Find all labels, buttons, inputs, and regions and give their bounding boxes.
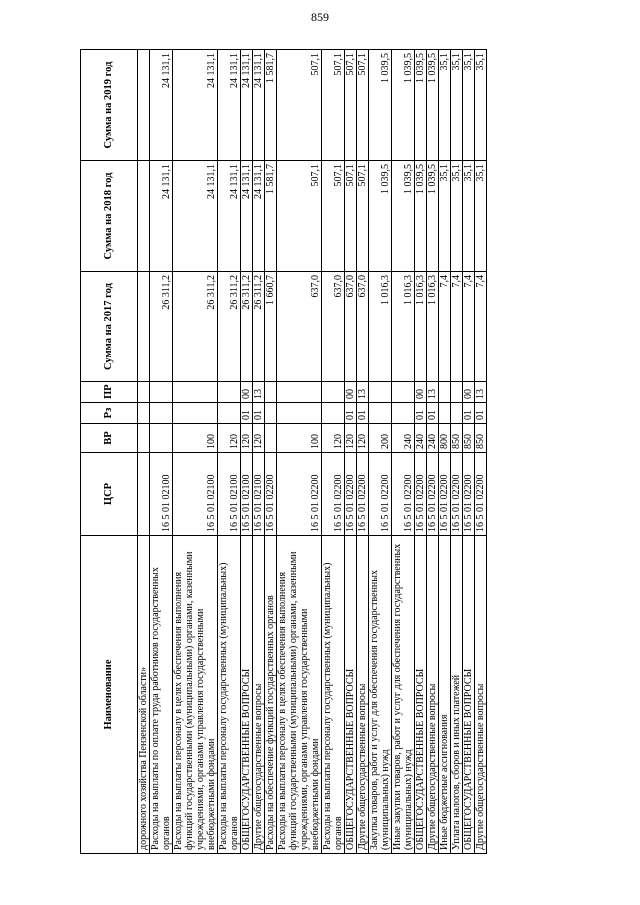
row-sum-2019: 507,1 bbox=[357, 50, 369, 161]
table-row bbox=[451, 50, 463, 854]
row-rz: 01 bbox=[415, 403, 427, 424]
row-sum-2018: 507,1 bbox=[277, 161, 322, 272]
row-csr: 16 5 01 02100 bbox=[173, 453, 218, 536]
row-rz bbox=[218, 403, 241, 424]
row-rz: 01 bbox=[463, 403, 475, 424]
row-vr: 240 bbox=[415, 424, 427, 453]
row-sum-2017: 26 311,2 bbox=[241, 272, 253, 382]
row-sum-2017: 26 311,2 bbox=[218, 272, 241, 382]
row-pr bbox=[277, 382, 322, 403]
row-csr: 16 5 01 02200 bbox=[265, 453, 277, 536]
row-sum-2017: 7,4 bbox=[463, 272, 475, 382]
row-sum-2017: 637,0 bbox=[277, 272, 322, 382]
table-row bbox=[392, 50, 415, 854]
row-sum-2019: 507,1 bbox=[277, 50, 322, 161]
row-sum-2017: 1 016,3 bbox=[369, 272, 392, 382]
row-csr: 16 5 01 02200 bbox=[369, 453, 392, 536]
row-rz bbox=[322, 403, 345, 424]
row-rz bbox=[265, 403, 277, 424]
row-sum-2017: 7,4 bbox=[475, 272, 487, 382]
row-vr: 850 bbox=[451, 424, 463, 453]
header-pr: ПР bbox=[81, 382, 138, 403]
row-pr bbox=[369, 382, 392, 403]
table-row bbox=[475, 50, 487, 854]
row-rz bbox=[277, 403, 322, 424]
row-sum-2019: 35,1 bbox=[475, 50, 487, 161]
row-pr bbox=[265, 382, 277, 403]
budget-table-container bbox=[80, 50, 564, 854]
row-name: ОБЩЕГОСУДАРСТВЕННЫЕ ВОПРОСЫ bbox=[345, 536, 357, 854]
row-sum-2019: 35,1 bbox=[451, 50, 463, 161]
row-sum-2017 bbox=[138, 272, 150, 382]
row-name: Расходы на выплаты по оплате труда работников государственных органов bbox=[150, 536, 173, 854]
row-pr: 00 bbox=[241, 382, 253, 403]
row-vr: 120 bbox=[322, 424, 345, 453]
table-row bbox=[427, 50, 439, 854]
row-vr: 120 bbox=[241, 424, 253, 453]
table-row bbox=[322, 50, 345, 854]
row-sum-2019: 35,1 bbox=[463, 50, 475, 161]
row-sum-2018: 35,1 bbox=[451, 161, 463, 272]
row-sum-2018: 24 131,1 bbox=[241, 161, 253, 272]
row-sum-2019: 1 039,5 bbox=[415, 50, 427, 161]
row-vr bbox=[138, 424, 150, 453]
row-vr bbox=[150, 424, 173, 453]
row-csr: 16 5 01 02200 bbox=[322, 453, 345, 536]
row-rz bbox=[451, 403, 463, 424]
row-sum-2019: 1 039,5 bbox=[427, 50, 439, 161]
header-name: Наименование bbox=[81, 536, 138, 854]
row-rz bbox=[138, 403, 150, 424]
row-rz: 01 bbox=[253, 403, 265, 424]
row-name: дорожного хозяйства Пензенской области» bbox=[138, 536, 150, 854]
row-sum-2019: 1 039,5 bbox=[369, 50, 392, 161]
row-name: Иные бюджетные ассигнования bbox=[439, 536, 451, 854]
row-name: ОБЩЕГОСУДАРСТВЕННЫЕ ВОПРОСЫ bbox=[463, 536, 475, 854]
table-row bbox=[357, 50, 369, 854]
table-row bbox=[138, 50, 150, 854]
row-vr bbox=[265, 424, 277, 453]
row-vr: 120 bbox=[345, 424, 357, 453]
row-vr: 100 bbox=[173, 424, 218, 453]
row-sum-2017: 7,4 bbox=[439, 272, 451, 382]
row-sum-2018: 35,1 bbox=[439, 161, 451, 272]
row-csr: 16 5 01 02200 bbox=[345, 453, 357, 536]
row-rz: 01 bbox=[345, 403, 357, 424]
row-rz bbox=[369, 403, 392, 424]
row-sum-2018: 35,1 bbox=[475, 161, 487, 272]
row-sum-2018: 1 581,7 bbox=[265, 161, 277, 272]
row-pr: 13 bbox=[357, 382, 369, 403]
row-pr: 00 bbox=[345, 382, 357, 403]
row-vr: 850 bbox=[463, 424, 475, 453]
row-vr: 200 bbox=[369, 424, 392, 453]
row-rz: 01 bbox=[475, 403, 487, 424]
header-2019: Сумма на 2019 год bbox=[81, 50, 138, 161]
row-csr: 16 5 01 02100 bbox=[241, 453, 253, 536]
row-sum-2017: 1 016,3 bbox=[392, 272, 415, 382]
header-vr: ВР bbox=[81, 424, 138, 453]
row-csr: 16 5 01 02200 bbox=[439, 453, 451, 536]
table-row bbox=[369, 50, 392, 854]
row-pr: 13 bbox=[253, 382, 265, 403]
row-sum-2018: 1 039,5 bbox=[427, 161, 439, 272]
row-sum-2018: 35,1 bbox=[463, 161, 475, 272]
row-name: Расходы на выплаты персоналу государственных (муниципальных) органов bbox=[218, 536, 241, 854]
row-sum-2019: 24 131,1 bbox=[253, 50, 265, 161]
row-name: ОБЩЕГОСУДАРСТВЕННЫЕ ВОПРОСЫ bbox=[415, 536, 427, 854]
row-name: Расходы на выплаты персоналу в целях обеспечения выполнения функций государственными (муниципальными) органами, казенными учреждениями, органами управления государственными внебюджетными фондами bbox=[173, 536, 218, 854]
row-pr: 13 bbox=[475, 382, 487, 403]
row-csr: 16 5 01 02200 bbox=[463, 453, 475, 536]
row-sum-2019: 24 131,1 bbox=[218, 50, 241, 161]
row-csr: 16 5 01 02100 bbox=[218, 453, 241, 536]
row-pr bbox=[218, 382, 241, 403]
table-row bbox=[173, 50, 218, 854]
row-sum-2019: 1 039,5 bbox=[392, 50, 415, 161]
row-name: Расходы на выплаты персоналу государственных (муниципальных) органов bbox=[322, 536, 345, 854]
table-header-row bbox=[81, 50, 138, 854]
row-name: Расходы на выплаты персоналу в целях обеспечения выполнения функций государственными (муниципальными) органами, казенными учреждениями, органами управления государственными внебюджетными фондами bbox=[277, 536, 322, 854]
row-sum-2018: 507,1 bbox=[345, 161, 357, 272]
row-vr: 120 bbox=[357, 424, 369, 453]
row-rz bbox=[173, 403, 218, 424]
row-sum-2017: 637,0 bbox=[357, 272, 369, 382]
row-sum-2017: 26 311,2 bbox=[253, 272, 265, 382]
row-sum-2018: 24 131,1 bbox=[253, 161, 265, 272]
row-sum-2017: 637,0 bbox=[345, 272, 357, 382]
row-name: ОБЩЕГОСУДАРСТВЕННЫЕ ВОПРОСЫ bbox=[241, 536, 253, 854]
row-name: Иные закупки товаров, работ и услуг для обеспечения государственных (муниципальных) нужд bbox=[392, 536, 415, 854]
row-sum-2018: 507,1 bbox=[322, 161, 345, 272]
row-vr: 800 bbox=[439, 424, 451, 453]
table-row bbox=[253, 50, 265, 854]
row-rz bbox=[392, 403, 415, 424]
row-name: Расходы на обеспечение функций государственных органов bbox=[265, 536, 277, 854]
row-sum-2017: 26 311,2 bbox=[150, 272, 173, 382]
row-sum-2017: 1 016,3 bbox=[427, 272, 439, 382]
row-csr: 16 5 01 02200 bbox=[415, 453, 427, 536]
row-pr: 00 bbox=[463, 382, 475, 403]
row-sum-2018: 24 131,1 bbox=[173, 161, 218, 272]
row-sum-2019: 507,1 bbox=[345, 50, 357, 161]
header-2017: Сумма на 2017 год bbox=[81, 272, 138, 382]
row-csr: 16 5 01 02200 bbox=[357, 453, 369, 536]
row-sum-2017: 637,0 bbox=[322, 272, 345, 382]
row-pr bbox=[173, 382, 218, 403]
row-name: Другие общегосударственные вопросы bbox=[475, 536, 487, 854]
row-sum-2018 bbox=[138, 161, 150, 272]
row-sum-2018: 1 039,5 bbox=[415, 161, 427, 272]
row-csr: 16 5 01 02200 bbox=[427, 453, 439, 536]
row-vr: 240 bbox=[427, 424, 439, 453]
table-row bbox=[463, 50, 475, 854]
table-row bbox=[345, 50, 357, 854]
table-row bbox=[439, 50, 451, 854]
table-body bbox=[138, 50, 487, 854]
row-vr: 120 bbox=[218, 424, 241, 453]
row-sum-2019 bbox=[138, 50, 150, 161]
row-name: Другие общегосударственные вопросы bbox=[427, 536, 439, 854]
row-pr bbox=[439, 382, 451, 403]
row-rz: 01 bbox=[357, 403, 369, 424]
row-pr bbox=[150, 382, 173, 403]
table-row bbox=[218, 50, 241, 854]
row-sum-2017: 1 660,7 bbox=[265, 272, 277, 382]
row-sum-2019: 24 131,1 bbox=[241, 50, 253, 161]
row-pr bbox=[322, 382, 345, 403]
row-sum-2019: 35,1 bbox=[439, 50, 451, 161]
row-csr: 16 5 01 02100 bbox=[150, 453, 173, 536]
table-row bbox=[277, 50, 322, 854]
row-sum-2018: 24 131,1 bbox=[150, 161, 173, 272]
row-vr: 850 bbox=[475, 424, 487, 453]
row-vr: 120 bbox=[253, 424, 265, 453]
row-sum-2019: 24 131,1 bbox=[173, 50, 218, 161]
row-vr: 100 bbox=[277, 424, 322, 453]
row-csr: 16 5 01 02200 bbox=[475, 453, 487, 536]
row-sum-2017: 26 311,2 bbox=[173, 272, 218, 382]
row-sum-2018: 507,1 bbox=[357, 161, 369, 272]
table-row bbox=[150, 50, 173, 854]
budget-table bbox=[80, 49, 487, 854]
row-vr: 240 bbox=[392, 424, 415, 453]
row-pr bbox=[392, 382, 415, 403]
row-name: Другие общегосударственные вопросы bbox=[357, 536, 369, 854]
header-csr: ЦСР bbox=[81, 453, 138, 536]
row-pr bbox=[138, 382, 150, 403]
table-row bbox=[265, 50, 277, 854]
row-rz: 01 bbox=[241, 403, 253, 424]
row-sum-2019: 507,1 bbox=[322, 50, 345, 161]
row-sum-2019: 24 131,1 bbox=[150, 50, 173, 161]
header-2018: Сумма на 2018 год bbox=[81, 161, 138, 272]
row-sum-2017: 1 016,3 bbox=[415, 272, 427, 382]
row-csr bbox=[138, 453, 150, 536]
row-rz: 01 bbox=[427, 403, 439, 424]
row-name: Другие общегосударственные вопросы bbox=[253, 536, 265, 854]
row-name: Закупка товаров, работ и услуг для обеспечения государственных (муниципальных) нужд bbox=[369, 536, 392, 854]
row-csr: 16 5 01 02200 bbox=[392, 453, 415, 536]
row-csr: 16 5 01 02100 bbox=[253, 453, 265, 536]
table-row bbox=[415, 50, 427, 854]
row-csr: 16 5 01 02200 bbox=[277, 453, 322, 536]
row-sum-2018: 1 039,5 bbox=[392, 161, 415, 272]
row-pr: 13 bbox=[427, 382, 439, 403]
row-rz bbox=[150, 403, 173, 424]
row-sum-2017: 7,4 bbox=[451, 272, 463, 382]
row-csr: 16 5 01 02200 bbox=[451, 453, 463, 536]
row-name: Уплата налогов, сборов и иных платежей bbox=[451, 536, 463, 854]
row-pr bbox=[451, 382, 463, 403]
row-rz bbox=[439, 403, 451, 424]
row-sum-2018: 24 131,1 bbox=[218, 161, 241, 272]
header-rz: Рз bbox=[81, 403, 138, 424]
row-sum-2019: 1 581,7 bbox=[265, 50, 277, 161]
row-pr: 00 bbox=[415, 382, 427, 403]
page-number: 859 bbox=[311, 10, 329, 24]
table-row bbox=[241, 50, 253, 854]
row-sum-2018: 1 039,5 bbox=[369, 161, 392, 272]
